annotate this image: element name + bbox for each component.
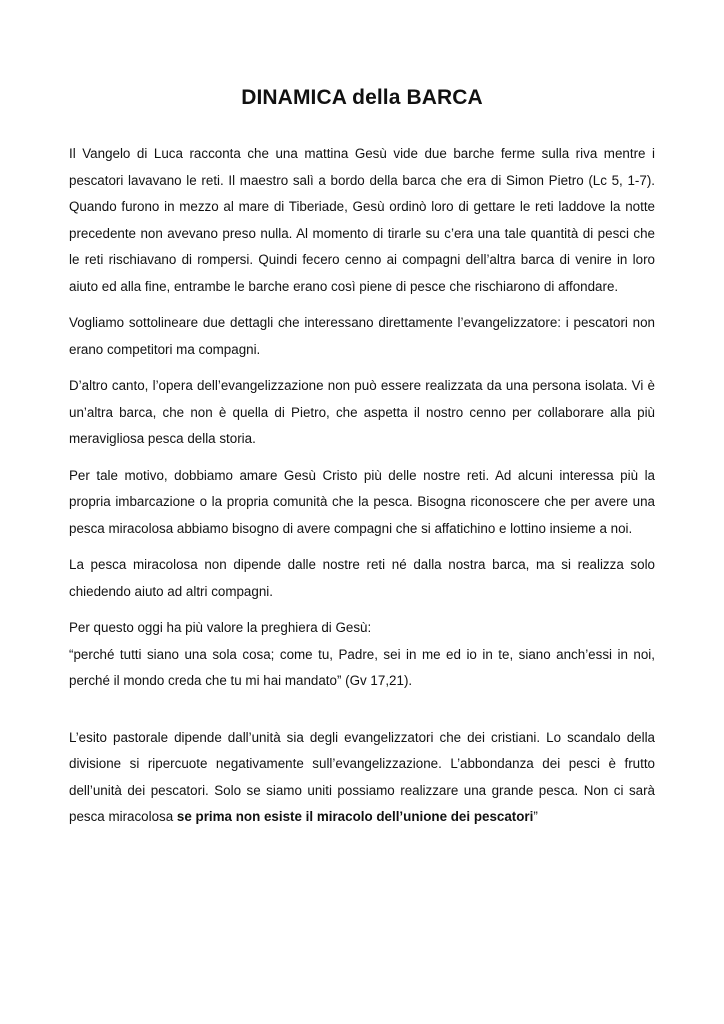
paragraph-love-christ: Per tale motivo, dobbiamo amare Gesù Cristo più delle nostre reti. Ad alcuni interessa più la propria imbarcazione o la propria comunità che la pesca. Bisogna riconoscere che per avere una pesca miracolosa abbiamo bisogno di avere compagni che si affatichino e lottino insieme a noi. [69,467,655,536]
closing-end: ” [533,809,538,824]
quote-intro: Per questo oggi ha più valore la preghiera di Gesù: [69,620,372,635]
paragraph-closing [69,725,655,831]
gospel-quote: “perché tutti siano una sola cosa; come tu, Padre, sei in me ed io in te, siano anch’essi in noi, perché il mondo creda che tu mi hai mandato” (Gv 17,21). [69,646,655,688]
closing-emphasis: se prima non esiste il miracolo dell’unione dei pescatori [176,809,534,824]
paragraph-other-boat: D’altro canto, l’opera dell’evangelizzazione non può essere realizzata da una persona isolata. Vi è un’altra barca, che non è quella di Pietro, che aspetta il nostro cenno per collaborare alla più meravigliosa pesca della storia. [69,378,655,446]
document-title: DINAMICA della BARCA [241,86,483,109]
paragraph-intro: Il Vangelo di Luca racconta che una mattina Gesù vide due barche ferme sulla riva mentre i pescatori lavavano le reti. Il maestro salì a bordo della barca che era di Simon Pietro (Lc 5, 1-7). Quando furono in mezzo al mare di Tiberiade, Gesù ordinò loro di gettare le reti laddove la notte precedente non avevano preso nulla. Al momento di tirarle su c’era una tale quantità di pesci che le reti rischiavano di rompersi. Quindi fecero cenno ai compagni dell’altra barca di venire in loro aiuto ed alla fine, entrambe le barche erano così piene di pesce che rischiarono di affondare. [69,146,655,294]
closing-text: L’esito pastorale dipende dall’unità sia degli evangelizzatori che dei cristiani. Lo scandalo della divisione si ripercuote negativamente sull’evangelizzazione. L’abbondanza dei pesci è frutto dell’unità dei pescatori. Solo se siamo uniti possiamo realizzare una grande pesca. Non ci sarà pesca miracolosa [69,729,655,824]
paragraph-details: Vogliamo sottolineare due dettagli che interessano direttamente l’evangelizzatore: i pescatori non erano competitori ma compagni. [69,315,655,357]
paragraph-miraculous-catch: La pesca miracolosa non dipende dalle nostre reti né dalla nostra barca, ma si realizza solo chiedendo aiuto ad altri compagni. [69,557,655,599]
document-body [69,141,655,841]
